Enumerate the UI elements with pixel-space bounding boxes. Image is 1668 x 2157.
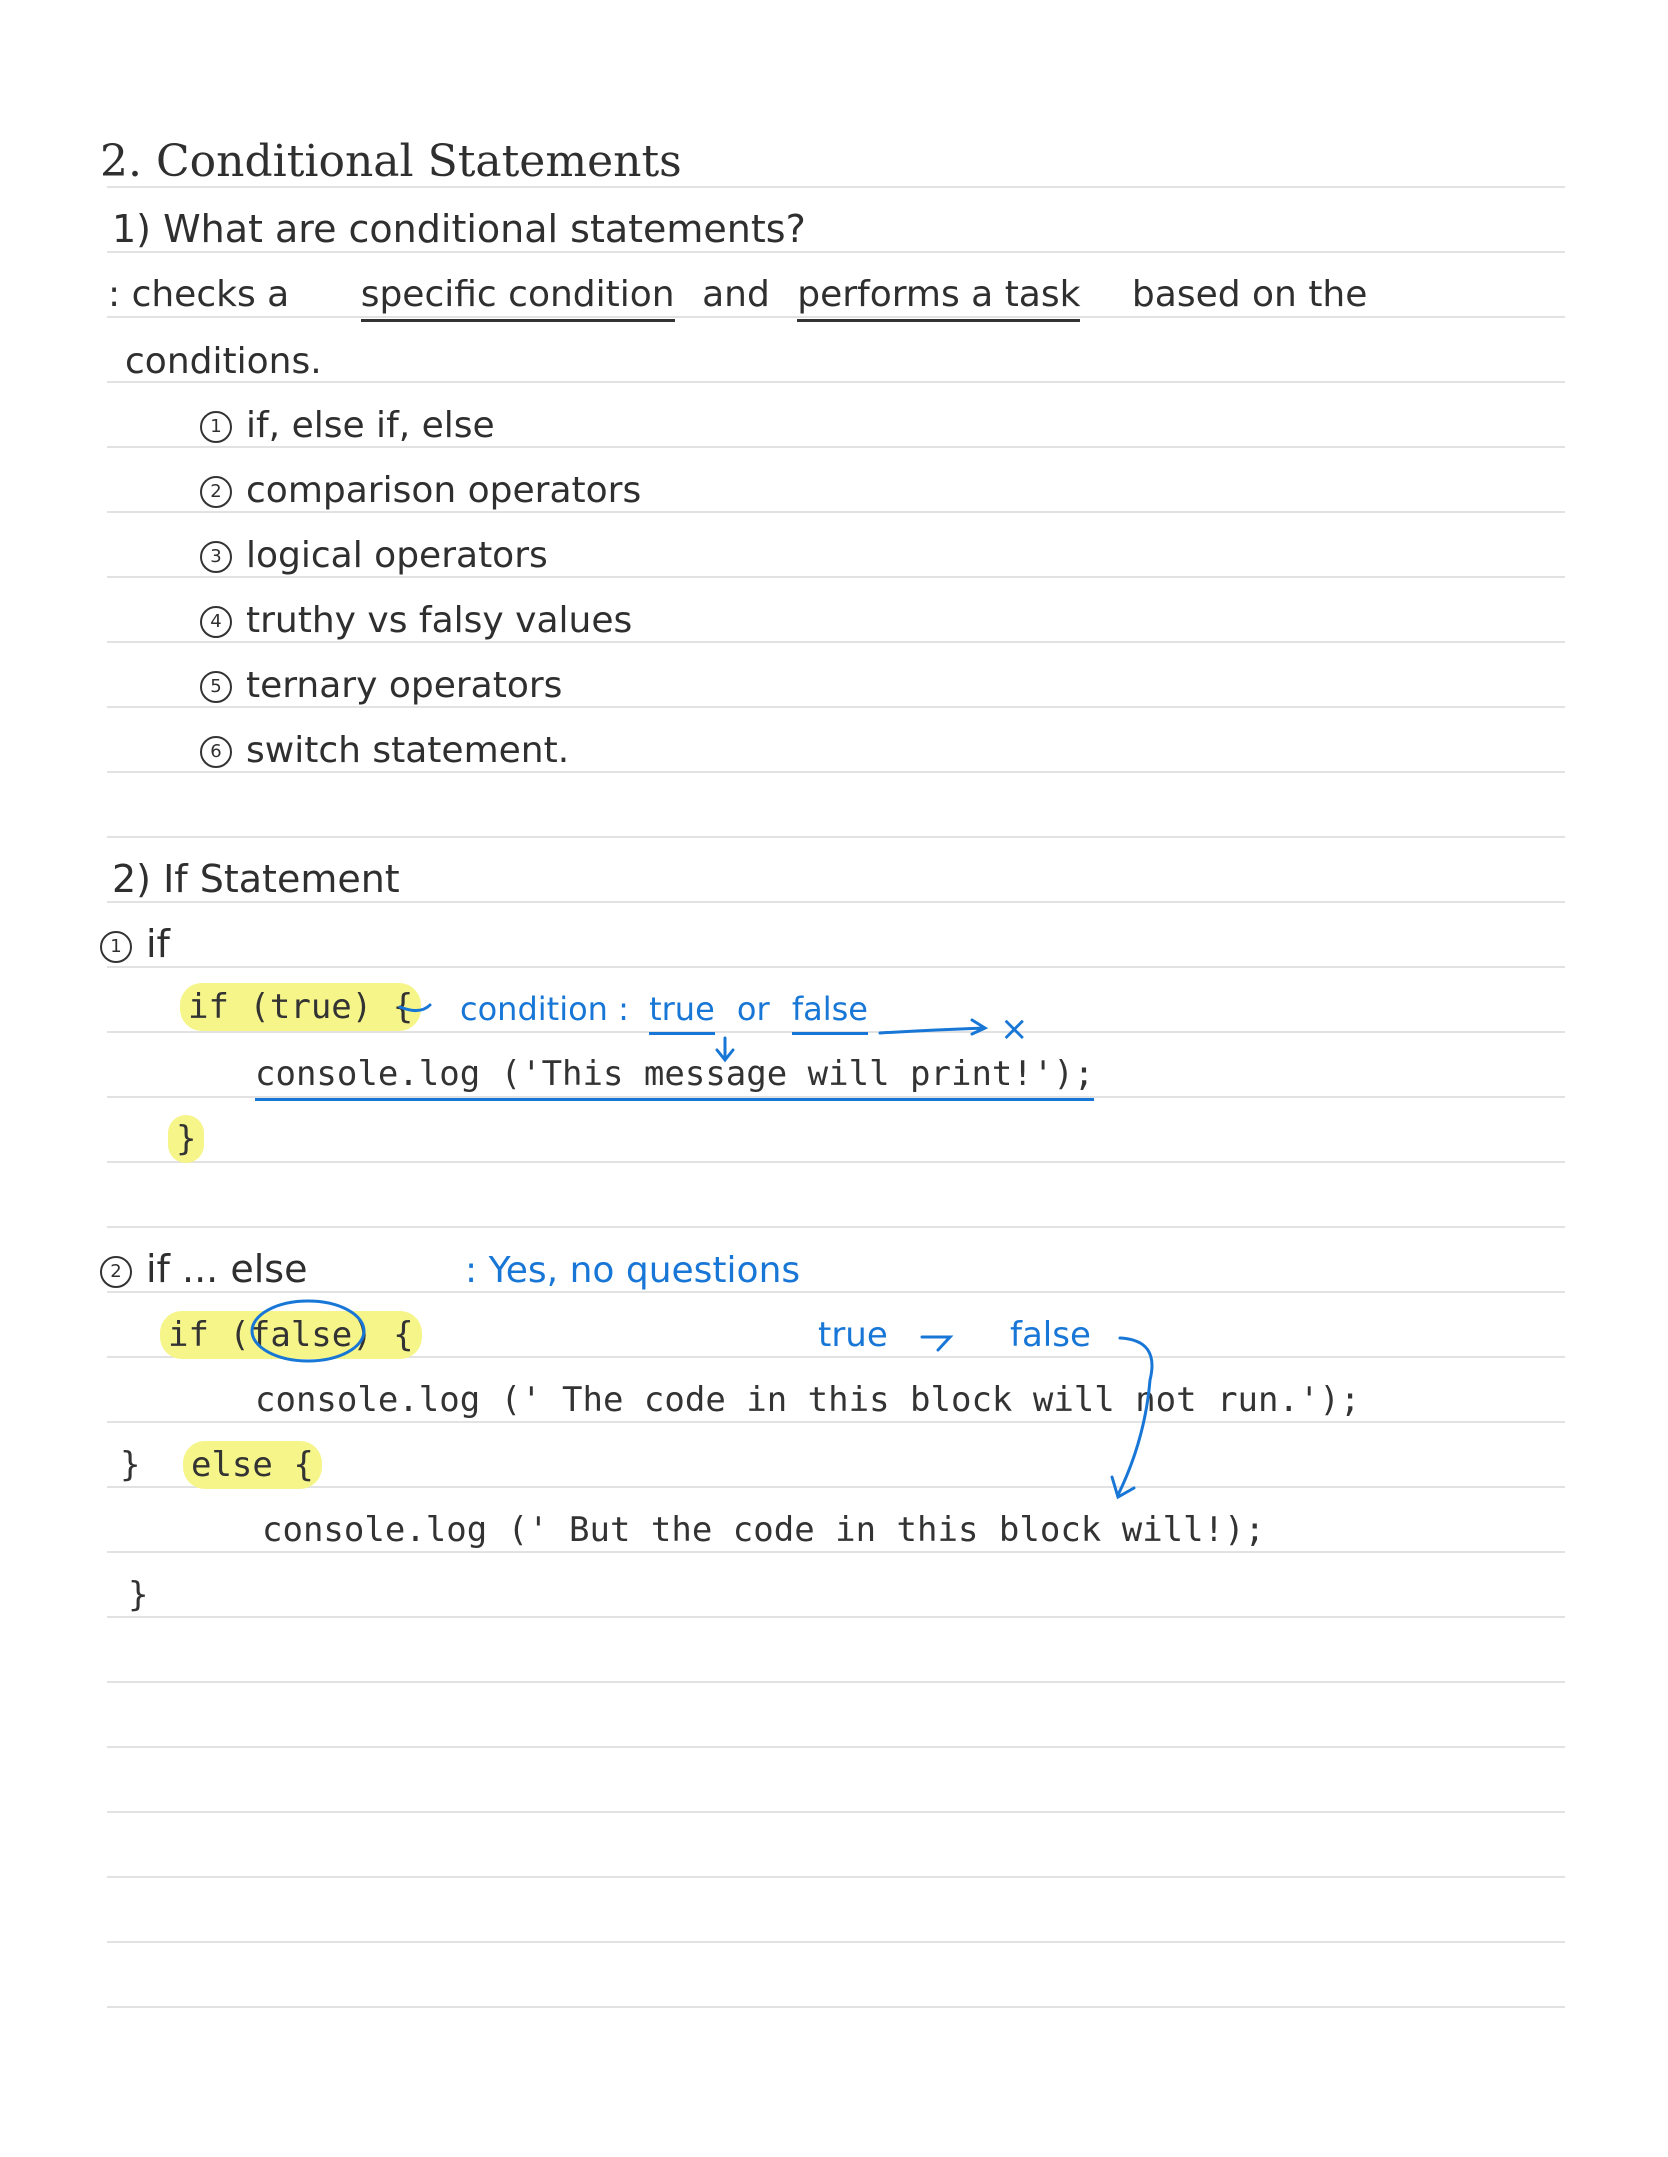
- rule-line: [107, 771, 1565, 773]
- rule-line: [107, 1941, 1565, 1943]
- rule-line: [107, 641, 1565, 643]
- rule-line: [107, 1811, 1565, 1813]
- number-circle-icon: 1: [200, 411, 232, 443]
- number-circle-icon: 1: [100, 931, 132, 963]
- code-log-will-run: console.log (' But the code in this block will!);: [262, 1510, 1266, 1550]
- sub2-label: if ... else: [146, 1247, 308, 1291]
- list-item-text: truthy vs falsy values: [246, 600, 633, 641]
- rule-line: [107, 1746, 1565, 1748]
- definition-and: and: [702, 274, 770, 315]
- definition-based-on: based on the: [1131, 274, 1368, 315]
- rule-line: [107, 1291, 1565, 1293]
- rule-line: [107, 1876, 1565, 1878]
- list-item: [200, 535, 548, 576]
- code-else: else {: [183, 1441, 322, 1489]
- rule-line: [107, 251, 1565, 253]
- number-circle-icon: 3: [200, 541, 232, 573]
- cross-mark-icon: ×: [1000, 1009, 1029, 1049]
- code-if-close: [168, 1119, 204, 1159]
- sub1-heading: [100, 922, 170, 966]
- number-circle-icon: 5: [200, 671, 232, 703]
- number-circle-icon: 2: [200, 476, 232, 508]
- definition-specific-condition: specific condition: [361, 274, 675, 322]
- rule-line: [107, 836, 1565, 838]
- rule-line: [107, 381, 1565, 383]
- condition-or: or: [736, 990, 770, 1028]
- code-if-open: [180, 987, 421, 1027]
- condition-true: true: [649, 990, 715, 1035]
- list-item-text: comparison operators: [246, 470, 642, 511]
- arrow-true-icon: [922, 1337, 950, 1350]
- rule-line: [107, 511, 1565, 513]
- rule-line: [107, 2006, 1565, 2008]
- sub1-label: if: [146, 922, 170, 966]
- number-circle-icon: 2: [100, 1256, 132, 1288]
- definition-line-2: conditions.: [125, 341, 322, 382]
- code-else-line: [120, 1445, 322, 1485]
- rule-line: [107, 901, 1565, 903]
- rule-line: [107, 1421, 1565, 1423]
- rule-line: [107, 446, 1565, 448]
- arrow-label-false: false: [1010, 1315, 1091, 1355]
- condition-false: false: [792, 990, 868, 1035]
- rule-line: [107, 576, 1565, 578]
- definition-prefix: : checks a: [108, 274, 290, 315]
- definition-line-1: [108, 274, 1368, 315]
- list-item: [200, 600, 633, 641]
- definition-performs-task: performs a task: [797, 274, 1080, 322]
- sub2-note: : Yes, no questions: [465, 1250, 801, 1291]
- list-item: [200, 665, 563, 706]
- code-else-brace: }: [120, 1445, 141, 1485]
- list-item-text: if, else if, else: [246, 405, 495, 446]
- condition-label: condition :: [460, 990, 629, 1028]
- rule-line: [107, 1161, 1565, 1163]
- code-close-brace: }: [168, 1115, 204, 1163]
- code-log-text: console.log ('This message will print!');: [255, 1054, 1094, 1101]
- code-if-false-open: [160, 1315, 422, 1355]
- code-if-false: if (false) {: [160, 1311, 422, 1359]
- list-item: [200, 470, 642, 511]
- list-item: [200, 730, 570, 771]
- rule-line: [107, 1681, 1565, 1683]
- list-item: [200, 405, 495, 446]
- rule-line: [107, 1226, 1565, 1228]
- list-item-text: switch statement.: [246, 730, 570, 771]
- code-if-true: if (true) {: [180, 983, 421, 1031]
- condition-note: [460, 990, 868, 1028]
- list-item-text: logical operators: [246, 535, 548, 576]
- rule-line: [107, 1551, 1565, 1553]
- rule-line: [107, 706, 1565, 708]
- section2-heading: 2) If Statement: [112, 857, 400, 901]
- page-title: 2. Conditional Statements: [100, 136, 682, 187]
- section1-heading: 1) What are conditional statements?: [112, 207, 806, 251]
- number-circle-icon: 4: [200, 606, 232, 638]
- arrow-label-true: true: [818, 1315, 888, 1355]
- number-circle-icon: 6: [200, 736, 232, 768]
- rule-line: [107, 1616, 1565, 1618]
- rule-line: [107, 1486, 1565, 1488]
- code-final-brace: }: [128, 1575, 149, 1615]
- code-log-print: [255, 1054, 1095, 1094]
- rule-line: [107, 966, 1565, 968]
- list-item-text: ternary operators: [246, 665, 563, 706]
- code-log-not-run: console.log (' The code in this block will not run.');: [255, 1380, 1361, 1420]
- sub2-heading: [100, 1247, 308, 1291]
